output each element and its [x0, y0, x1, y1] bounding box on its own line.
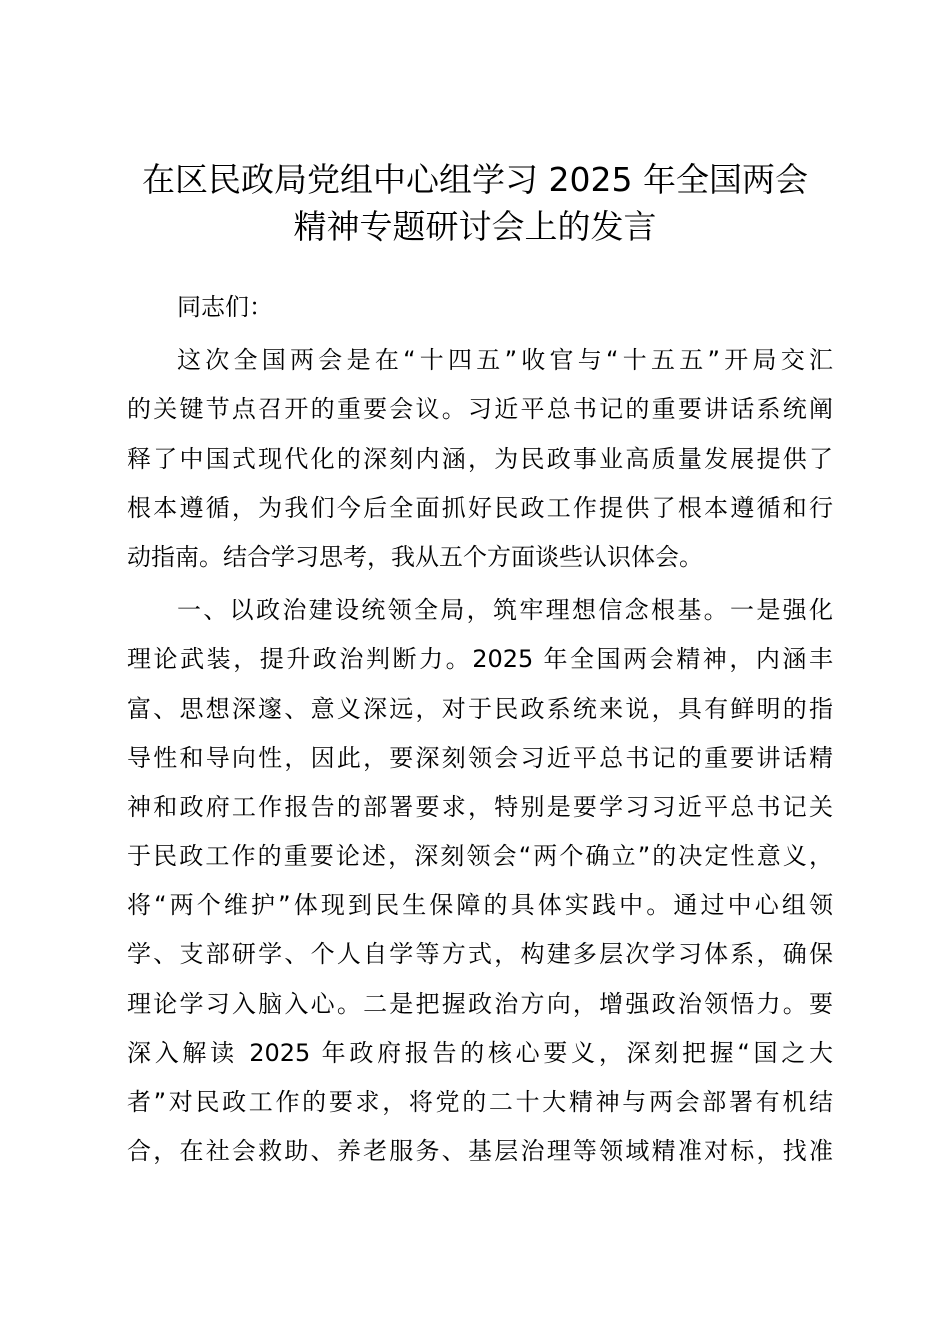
- paragraph-line: 释了中国式现代化的深刻内涵，为民政事业高质量发展提供了: [127, 444, 833, 473]
- paragraph-line: 深入解读 2025 年政府报告的核心要义，深刻把握“国之大: [127, 1038, 833, 1067]
- paragraph-line: 理论学习入脑入心。二是把握政治方向，增强政治领悟力。要: [127, 989, 833, 1018]
- paragraph-line: 理论武装，提升政治判断力。2025 年全国两会精神，内涵丰: [127, 645, 833, 674]
- paragraph-line: 动指南。结合学习思考，我从五个方面谈些认识体会。: [127, 542, 703, 571]
- paragraph-2: [127, 586, 833, 1176]
- title-line-1: 在区民政局党组中心组学习 2025 年全国两会: [142, 160, 808, 199]
- paragraph-1: [127, 336, 833, 582]
- paragraph-line: 导性和导向性，因此，要深刻领会习近平总书记的重要讲话精: [127, 743, 833, 772]
- document-body: [127, 283, 833, 1176]
- paragraph-line: 的关键节点召开的重要会议。习近平总书记的重要讲话系统阐: [127, 395, 833, 424]
- paragraph-line: 于民政工作的重要论述，深刻领会“两个确立”的决定性意义，: [127, 842, 833, 871]
- paragraph-line: 将“两个维护”体现到民生保障的具体实践中。通过中心组领: [127, 891, 833, 920]
- paragraph-line: 合，在社会救助、养老服务、基层治理等领域精准对标，找准: [127, 1137, 833, 1166]
- paragraph-line: 根本遵循，为我们今后全面抓好民政工作提供了根本遵循和行: [127, 493, 833, 522]
- paragraph-line: 神和政府工作报告的部署要求，特别是要学习习近平总书记关: [127, 792, 833, 821]
- paragraph-line: 者”对民政工作的要求，将党的二十大精神与两会部署有机结: [127, 1088, 833, 1116]
- paragraph-line: 学、支部研学、个人自学等方式，构建多层次学习体系，确保: [127, 940, 833, 969]
- paragraph-line: 富、思想深邃、意义深远，对于民政系统来说，具有鲜明的指: [127, 694, 833, 723]
- salutation: 同志们：: [177, 293, 273, 321]
- paragraph-line: 一、以政治建设统领全局，筑牢理想信念根基。一是强化: [177, 596, 833, 625]
- paragraph-line: 这次全国两会是在“十四五”收官与“十五五”开局交汇: [177, 346, 833, 375]
- title-line-2: 精神专题研讨会上的发言: [293, 207, 657, 246]
- document-title: [100, 156, 850, 250]
